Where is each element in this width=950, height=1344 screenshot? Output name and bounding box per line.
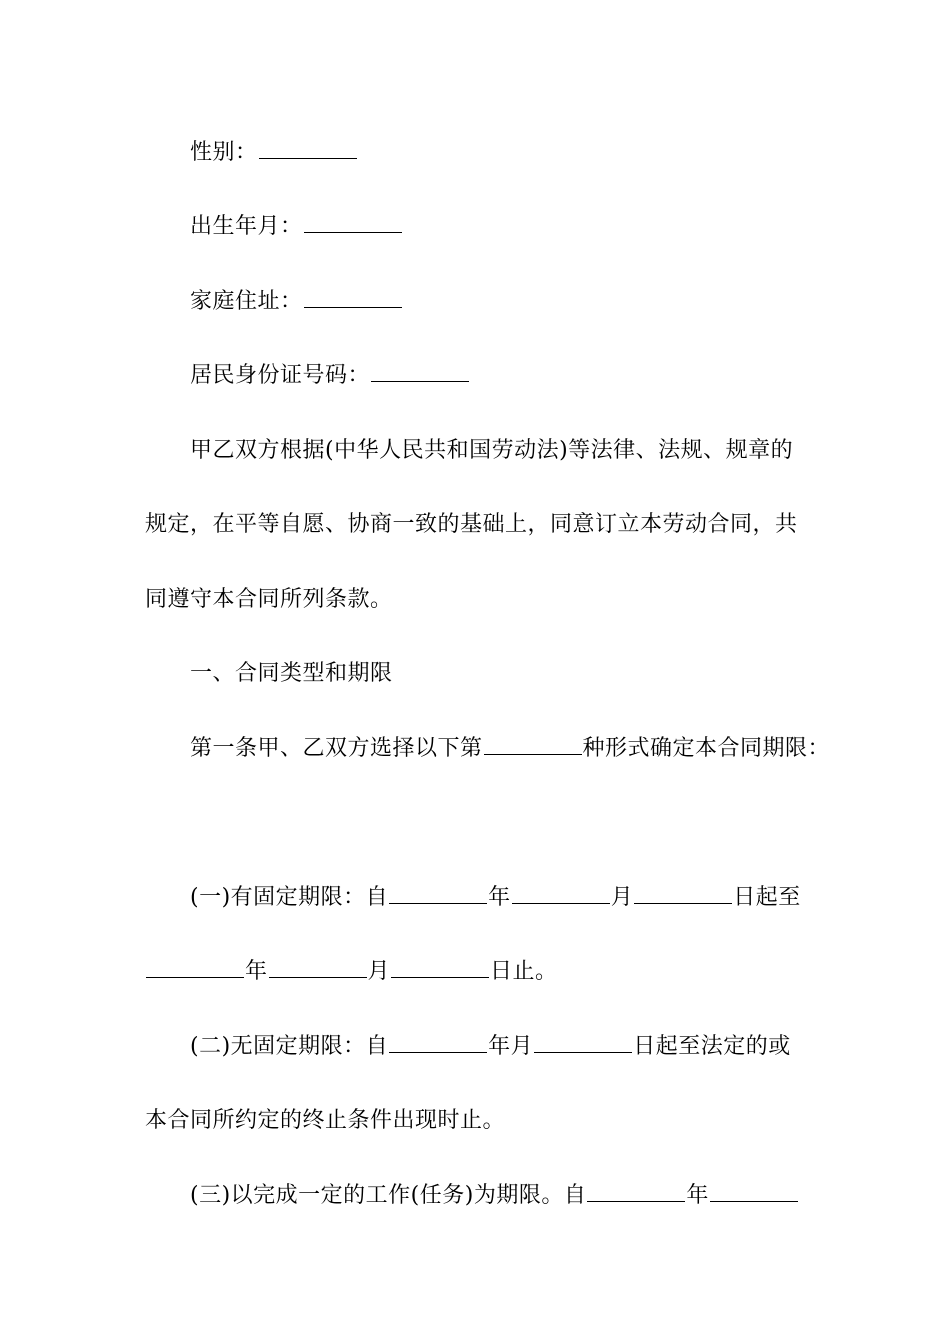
blank-line — [391, 959, 489, 978]
month-label: 月 — [610, 885, 634, 910]
blank-line — [512, 885, 610, 904]
field-birth — [190, 212, 870, 242]
blank-line — [269, 959, 367, 978]
intro-line-3: 同遵守本合同所列条款。 — [145, 587, 393, 612]
field-label: 出生年月： — [190, 214, 303, 239]
blank-line — [304, 289, 402, 308]
field-label: 居民身份证号码： — [190, 363, 371, 388]
intro-line-1: 甲乙双方根据(中华人民共和国劳动法)等法律、法规、规章的 — [190, 438, 794, 463]
option-text: (三)以完成一定的工作(任务)为期限。自 — [190, 1183, 587, 1208]
year-label: 年 — [245, 959, 268, 984]
field-id-number — [190, 361, 870, 391]
option-1-line-2 — [145, 957, 825, 987]
option-2-line-2: 本合同所约定的终止条件出现时止。 — [145, 1108, 506, 1133]
blank-line — [534, 1034, 632, 1053]
option-2-line-1 — [190, 1032, 870, 1062]
year-label: 年 — [686, 1183, 709, 1208]
option-text: (一)有固定期限：自 — [190, 885, 389, 910]
blank-line — [371, 363, 469, 382]
blank-line — [146, 959, 244, 978]
field-label: 家庭住址： — [190, 289, 303, 314]
article-text: 种形式确定本合同期限： — [582, 736, 831, 761]
blank-line — [304, 214, 402, 233]
option-text: 日止。 — [490, 959, 558, 984]
article-1 — [190, 734, 870, 764]
month-label: 月 — [367, 959, 391, 984]
intro-line-2: 规定，在平等自愿、协商一致的基础上，同意订立本劳动合同，共 — [145, 512, 798, 537]
blank-line — [389, 1034, 487, 1053]
section-heading: 一、合同类型和期限 — [190, 661, 393, 686]
option-text: 日起至 — [733, 885, 801, 910]
article-text: 第一条甲、乙双方选择以下第 — [190, 736, 483, 761]
yearmonth-label: 年月 — [488, 1034, 534, 1059]
option-text: (二)无固定期限：自 — [190, 1034, 389, 1059]
blank-line — [389, 885, 487, 904]
blank-line — [634, 885, 732, 904]
blank-line — [710, 1183, 798, 1202]
blank-line — [259, 140, 357, 159]
blank-line — [587, 1183, 685, 1202]
option-1-line-1 — [190, 883, 870, 913]
field-address — [190, 287, 870, 317]
option-text: 日起至法定的或 — [633, 1034, 791, 1059]
blank-line — [484, 736, 582, 755]
field-label: 性别： — [190, 140, 258, 165]
year-label: 年 — [488, 885, 511, 910]
option-3-line-1 — [190, 1181, 870, 1211]
field-gender — [190, 138, 870, 168]
